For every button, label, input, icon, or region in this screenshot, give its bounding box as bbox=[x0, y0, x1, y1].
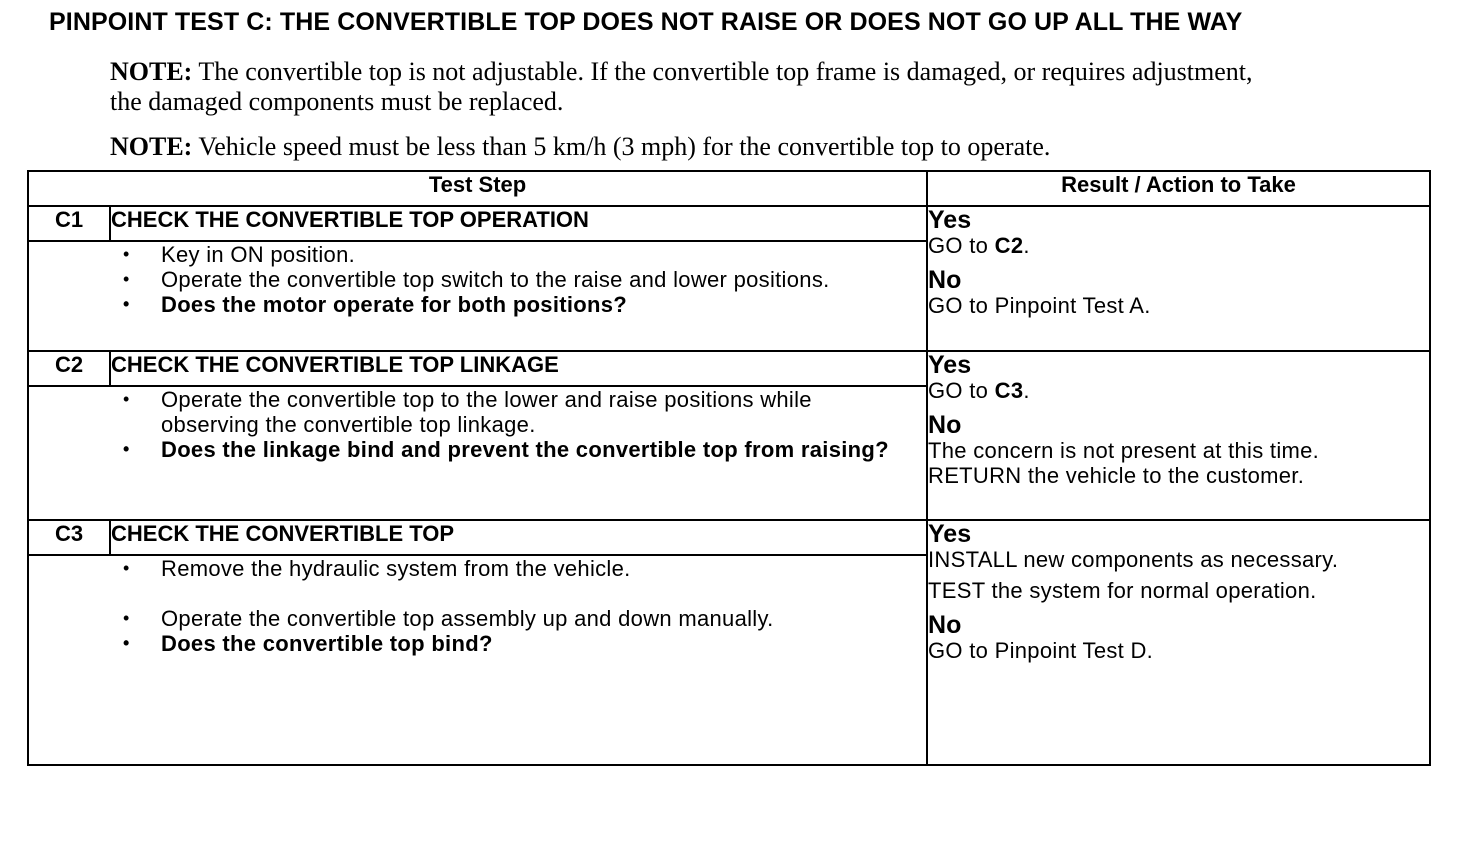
step-bullets bbox=[29, 387, 926, 462]
list-item: • Operate the convertible top to the lower and raise positions while observing the convertible top linkage. bbox=[123, 387, 812, 437]
step-question: • Does the convertible top bind? bbox=[123, 631, 493, 656]
step-heading: CHECK THE CONVERTIBLE TOP bbox=[110, 520, 927, 555]
yes-label: Yes bbox=[928, 206, 972, 234]
yes-action: TEST the system for normal operation. bbox=[928, 578, 1317, 603]
no-label: No bbox=[928, 266, 962, 294]
step-question: • Does the linkage bind and prevent the convertible top from raising? bbox=[123, 437, 889, 462]
yes-label: Yes bbox=[928, 520, 972, 548]
step-reference: C2 bbox=[994, 233, 1024, 258]
table-header-row bbox=[28, 171, 1430, 206]
step-heading-row bbox=[28, 206, 1430, 241]
step-body bbox=[28, 555, 927, 765]
step-result bbox=[927, 206, 1430, 351]
step-id: C2 bbox=[28, 351, 110, 386]
list-item: • Key in ON position. bbox=[123, 242, 356, 267]
step-heading-row bbox=[28, 520, 1430, 555]
header-test-step: Test Step bbox=[28, 171, 927, 206]
yes-action: GO to C2. bbox=[928, 233, 1030, 258]
step-bullets bbox=[29, 556, 926, 656]
page-title: PINPOINT TEST C: THE CONVERTIBLE TOP DOES NOT RAISE OR DOES NOT GO UP ALL THE WAY bbox=[49, 8, 1243, 36]
no-action: GO to Pinpoint Test A. bbox=[928, 293, 1151, 318]
yes-action: GO to C3. bbox=[928, 378, 1030, 403]
no-action: GO to Pinpoint Test D. bbox=[928, 638, 1154, 663]
header-result-action: Result / Action to Take bbox=[927, 171, 1430, 206]
note-adjustable bbox=[110, 57, 1290, 117]
note-text: The convertible top is not adjustable. If the convertible top frame is damaged, or requires adjustment, the damaged components must be replaced. bbox=[110, 57, 1253, 116]
step-heading: CHECK THE CONVERTIBLE TOP OPERATION bbox=[110, 206, 927, 241]
step-heading-row bbox=[28, 351, 1430, 386]
list-item: • Operate the convertible top assembly up and down manually. bbox=[123, 606, 774, 631]
no-action: The concern is not present at this time. RETURN the vehicle to the customer. bbox=[928, 438, 1320, 488]
no-label: No bbox=[928, 611, 962, 639]
step-bullets bbox=[29, 242, 926, 317]
note-text: Vehicle speed must be less than 5 km/h (3 mph) for the convertible top to operate. bbox=[192, 132, 1051, 161]
pinpoint-test-table bbox=[27, 170, 1431, 766]
step-result bbox=[927, 351, 1430, 520]
step-question: • Does the motor operate for both positions? bbox=[123, 292, 628, 317]
note-speed bbox=[110, 132, 1050, 162]
note-label: NOTE: bbox=[110, 57, 193, 86]
step-result bbox=[927, 520, 1430, 765]
list-item: • Operate the convertible top switch to the raise and lower positions. bbox=[123, 267, 830, 292]
step-body bbox=[28, 241, 927, 351]
step-id: C3 bbox=[28, 520, 110, 555]
note-label: NOTE: bbox=[110, 132, 193, 161]
list-item: • Remove the hydraulic system from the vehicle. bbox=[123, 556, 631, 581]
no-label: No bbox=[928, 411, 962, 439]
step-body bbox=[28, 386, 927, 520]
step-reference: C3 bbox=[994, 378, 1024, 403]
step-heading: CHECK THE CONVERTIBLE TOP LINKAGE bbox=[110, 351, 927, 386]
yes-label: Yes bbox=[928, 351, 972, 379]
step-id: C1 bbox=[28, 206, 110, 241]
yes-action: INSTALL new components as necessary. bbox=[928, 547, 1339, 572]
